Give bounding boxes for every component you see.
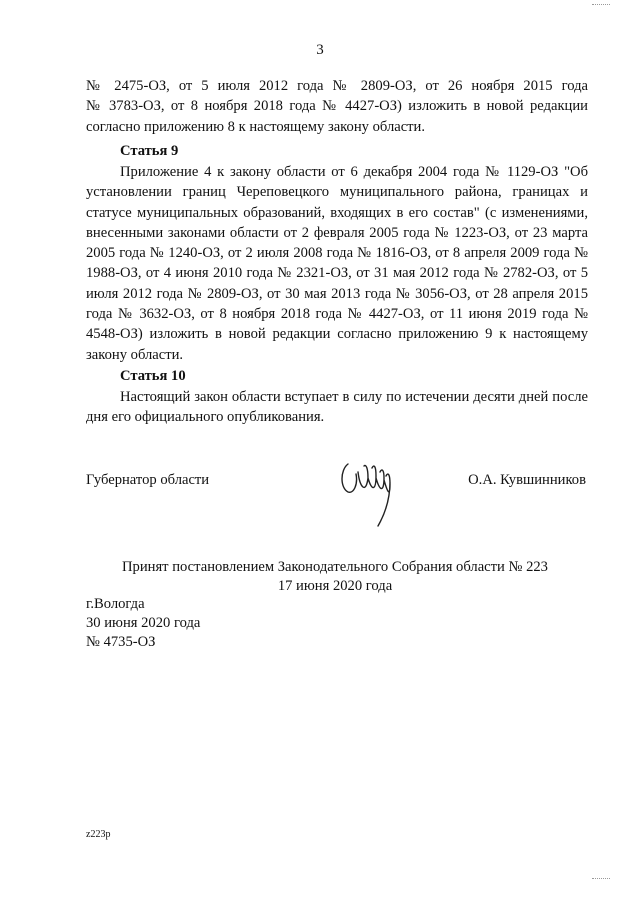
governor-title: Губернатор области (86, 472, 210, 488)
adoption-line-1: Принят постановлением Законодательного Собрания области № 223 (122, 559, 548, 575)
article-10-text: Настоящий закон области вступает в силу по истечении десяти дней после дня его официального опубликования. (86, 389, 588, 426)
signing-date: 30 июня 2020 года (86, 615, 201, 631)
document-code: z223p (86, 829, 111, 840)
article-8-line-2: № 3783-ОЗ, от 8 ноября 2018 года № 4427-ОЗ) изложить в новой редакции (86, 98, 588, 115)
article-9-body (86, 162, 588, 365)
adoption-note (0, 558, 640, 596)
adoption-line-2: 17 июня 2020 года (277, 578, 393, 594)
city: г.Вологда (86, 596, 145, 612)
scan-mark-top (592, 4, 610, 6)
article-8-line-1: № 2475-ОЗ, от 5 июля 2012 года № 2809-ОЗ, от 26 ноября 2015 года (86, 78, 588, 94)
law-number: № 4735-ОЗ (86, 634, 156, 650)
handwritten-signature (338, 454, 402, 536)
article-9-title: Статья 9 (120, 143, 179, 159)
article-8-line-3: согласно приложению 8 к настоящему закону области. (86, 118, 426, 135)
signature-row (86, 470, 588, 540)
scan-mark-bottom (592, 878, 610, 880)
place-and-date (86, 595, 200, 652)
governor-name: О.А. Кувшинников (468, 472, 586, 488)
page-number: 3 (316, 42, 324, 58)
article-10-body (86, 387, 588, 428)
article-8-continuation (86, 76, 588, 137)
article-9-text: Приложение 4 к закону области от 6 декабря 2004 года № 1129-ОЗ "Об установлении границ Череповецкого муниципального района, границах и статусе муниципальных образований, входящих в его состав" (с изменениями, внесенными законами области от 2 февраля 2005 года № 1223-ОЗ, от 23 марта 2005 года № 1240-ОЗ, от 2 июля 2008 года № 1816-ОЗ, от 8 апреля 2009 года № 1988-ОЗ, от 4 июня 2010 года № 2321-ОЗ, от 31 мая 2012 года № 2782-ОЗ, от 5 июля 2012 года № 2809-ОЗ, от 30 мая 2013 года № 3056-ОЗ, от 28 апреля 2015 года № 3632-ОЗ, от 8 ноября 2018 года № 4427-ОЗ, от 11 июня 2019 года № 4548-ОЗ) изложить в новой редакции согласно приложению 9 к настоящему закону области. (86, 164, 588, 363)
article-10-title: Статья 10 (120, 368, 186, 384)
